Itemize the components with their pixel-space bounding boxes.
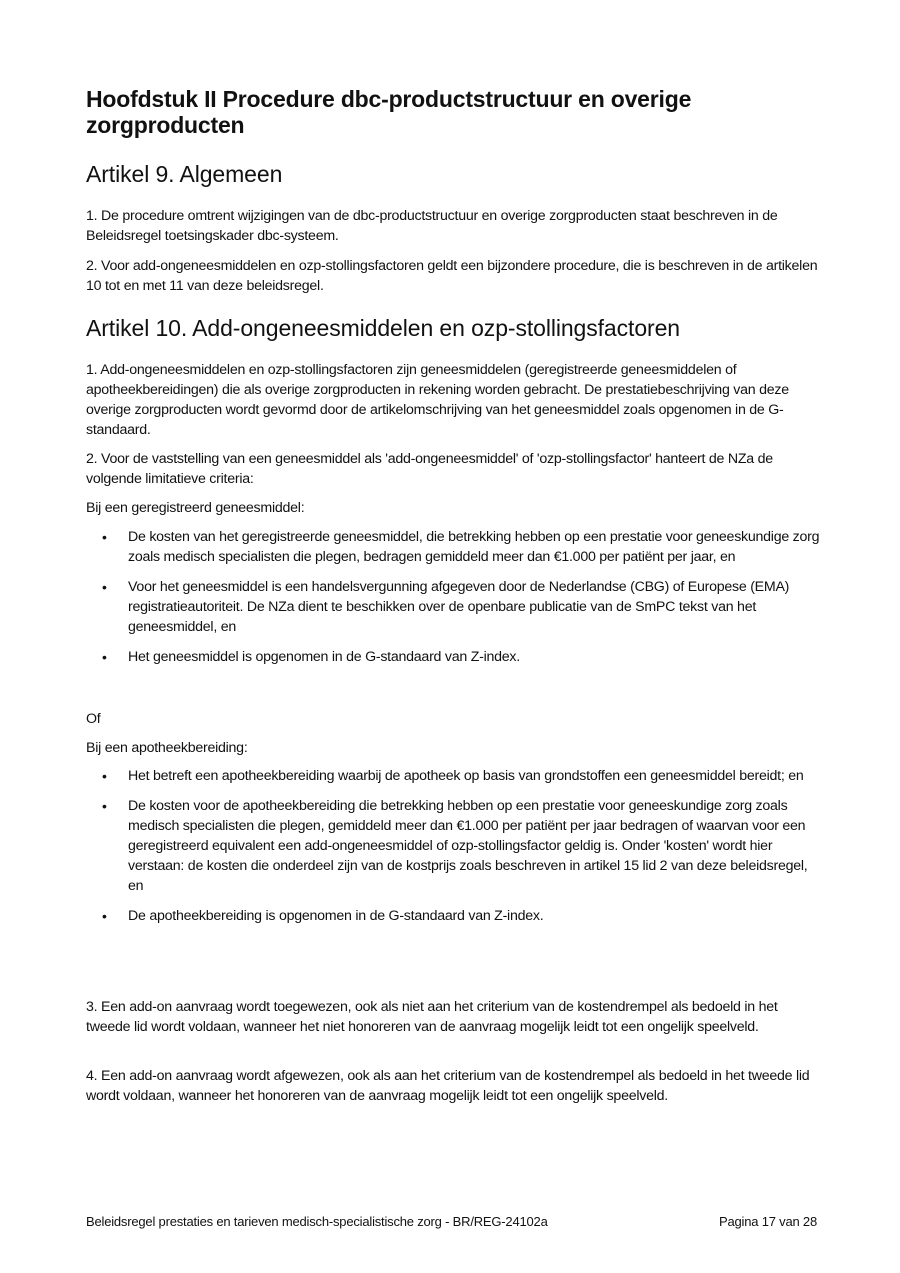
registered-medicine-label: Bij een geregistreerd geneesmiddel:: [86, 500, 305, 516]
list-item-text: Het betreft een apotheekbereiding waarbij de apotheek op basis van grondstoffen een geneesmiddel bereidt; en: [128, 768, 804, 784]
bullet-icon: •: [102, 768, 107, 784]
page-footer: [86, 1213, 817, 1231]
bullet-icon: •: [102, 529, 107, 545]
list-item: [86, 527, 821, 567]
article-10-paragraph-2: 2. Voor de vaststelling van een geneesmiddel als 'add-ongeneesmiddel' of 'ozp-stollingsfactor' hanteert de NZa de volgende limitatieve criteria:: [86, 451, 773, 487]
list-item: [86, 647, 821, 667]
footer-document-title: Beleidsregel prestaties en tarieven medisch-specialistische zorg - BR/REG-24102a: [86, 1214, 548, 1229]
list-item-text: Voor het geneesmiddel is een handelsvergunning afgegeven door de Nederlandse (CBG) of Europese (EMA) registratieautoriteit. De NZa dient te beschikken over de openbare publicatie van de SmPC tekst van het geneesmiddel, en: [128, 579, 790, 635]
list-item: [86, 766, 821, 786]
or-label: Of: [86, 711, 101, 727]
bullet-icon: •: [102, 649, 107, 665]
list-item-text: De kosten van het geregistreerde geneesmiddel, die betrekking hebben op een prestatie voor geneeskundige zorg zoals medisch specialisten die plegen, bedragen gemiddeld meer dan €1.000 per patiënt per jaar, en: [128, 529, 820, 565]
article-9-paragraph-1: 1. De procedure omtrent wijzigingen van de dbc-productstructuur en overige zorgproducten staat beschreven in de Beleidsregel toetsingskader dbc-systeem.: [86, 208, 778, 244]
registered-criteria-list: [86, 527, 821, 677]
bullet-icon: •: [102, 908, 107, 924]
pharmacy-preparation-label: Bij een apotheekbereiding:: [86, 740, 248, 756]
article-10-paragraph-3: 3. Een add-on aanvraag wordt toegewezen, ook als niet aan het criterium van de kostendrempel als bedoeld in het tweede lid wordt voldaan, wanneer het niet honoreren van de aanvraag mogelijk leidt tot een ongelijk speelveld.: [86, 999, 778, 1035]
pharmacy-criteria-list: [86, 766, 821, 936]
article-10-paragraph-4: 4. Een add-on aanvraag wordt afgewezen, ook als aan het criterium van de kostendrempel als bedoeld in het tweede lid wordt voldaan, wanneer het honoreren van de aanvraag mogelijk leidt tot een ongelijk speelveld.: [86, 1068, 810, 1104]
article-10-paragraph-1: 1. Add-ongeneesmiddelen en ozp-stollingsfactoren zijn geneesmiddelen (geregistreerde geneesmiddelen of apotheekbereidingen) die als overige zorgproducten in rekening worden gebracht. De prestatiebeschrijving van deze overige zorgproducten wordt gevormd door de artikelomschrijving van het geneesmiddel zoals opgenomen in de G-standaard.: [86, 362, 789, 438]
footer-page-number: Pagina 17 van 28: [719, 1214, 817, 1229]
article-10-title: Artikel 10. Add-ongeneesmiddelen en ozp-stollingsfactoren: [86, 315, 680, 341]
list-item-text: De apotheekbereiding is opgenomen in de G-standaard van Z-index.: [128, 908, 544, 924]
article-9-paragraph-2: 2. Voor add-ongeneesmiddelen en ozp-stollingsfactoren geldt een bijzondere procedure, die is beschreven in de artikelen 10 tot en met 11 van deze beleidsregel.: [86, 258, 818, 294]
list-item: [86, 906, 821, 926]
article-9-title: Artikel 9. Algemeen: [86, 161, 283, 187]
list-item-text: De kosten voor de apotheekbereiding die betrekking hebben op een prestatie voor geneeskundige zorg zoals medisch specialisten die plegen, gemiddeld meer dan €1.000 per patiënt per jaar bedragen of waarvan voor een geregistreerd equivalent een add-ongeneesmiddel of ozp-stollingsfactor geldig is. Onder 'kosten' wordt hier verstaan: de kosten die onderdeel zijn van de kostprijs zoals beschreven in artikel 15 lid 2 van deze beleidsregel, en: [128, 798, 808, 894]
list-item-text: Het geneesmiddel is opgenomen in de G-standaard van Z-index.: [128, 649, 520, 665]
list-item: [86, 577, 821, 637]
bullet-icon: •: [102, 798, 107, 814]
list-item: [86, 796, 821, 896]
chapter-title: Hoofdstuk II Procedure dbc-productstructuur en overige zorgproducten: [86, 86, 692, 138]
bullet-icon: •: [102, 579, 107, 595]
